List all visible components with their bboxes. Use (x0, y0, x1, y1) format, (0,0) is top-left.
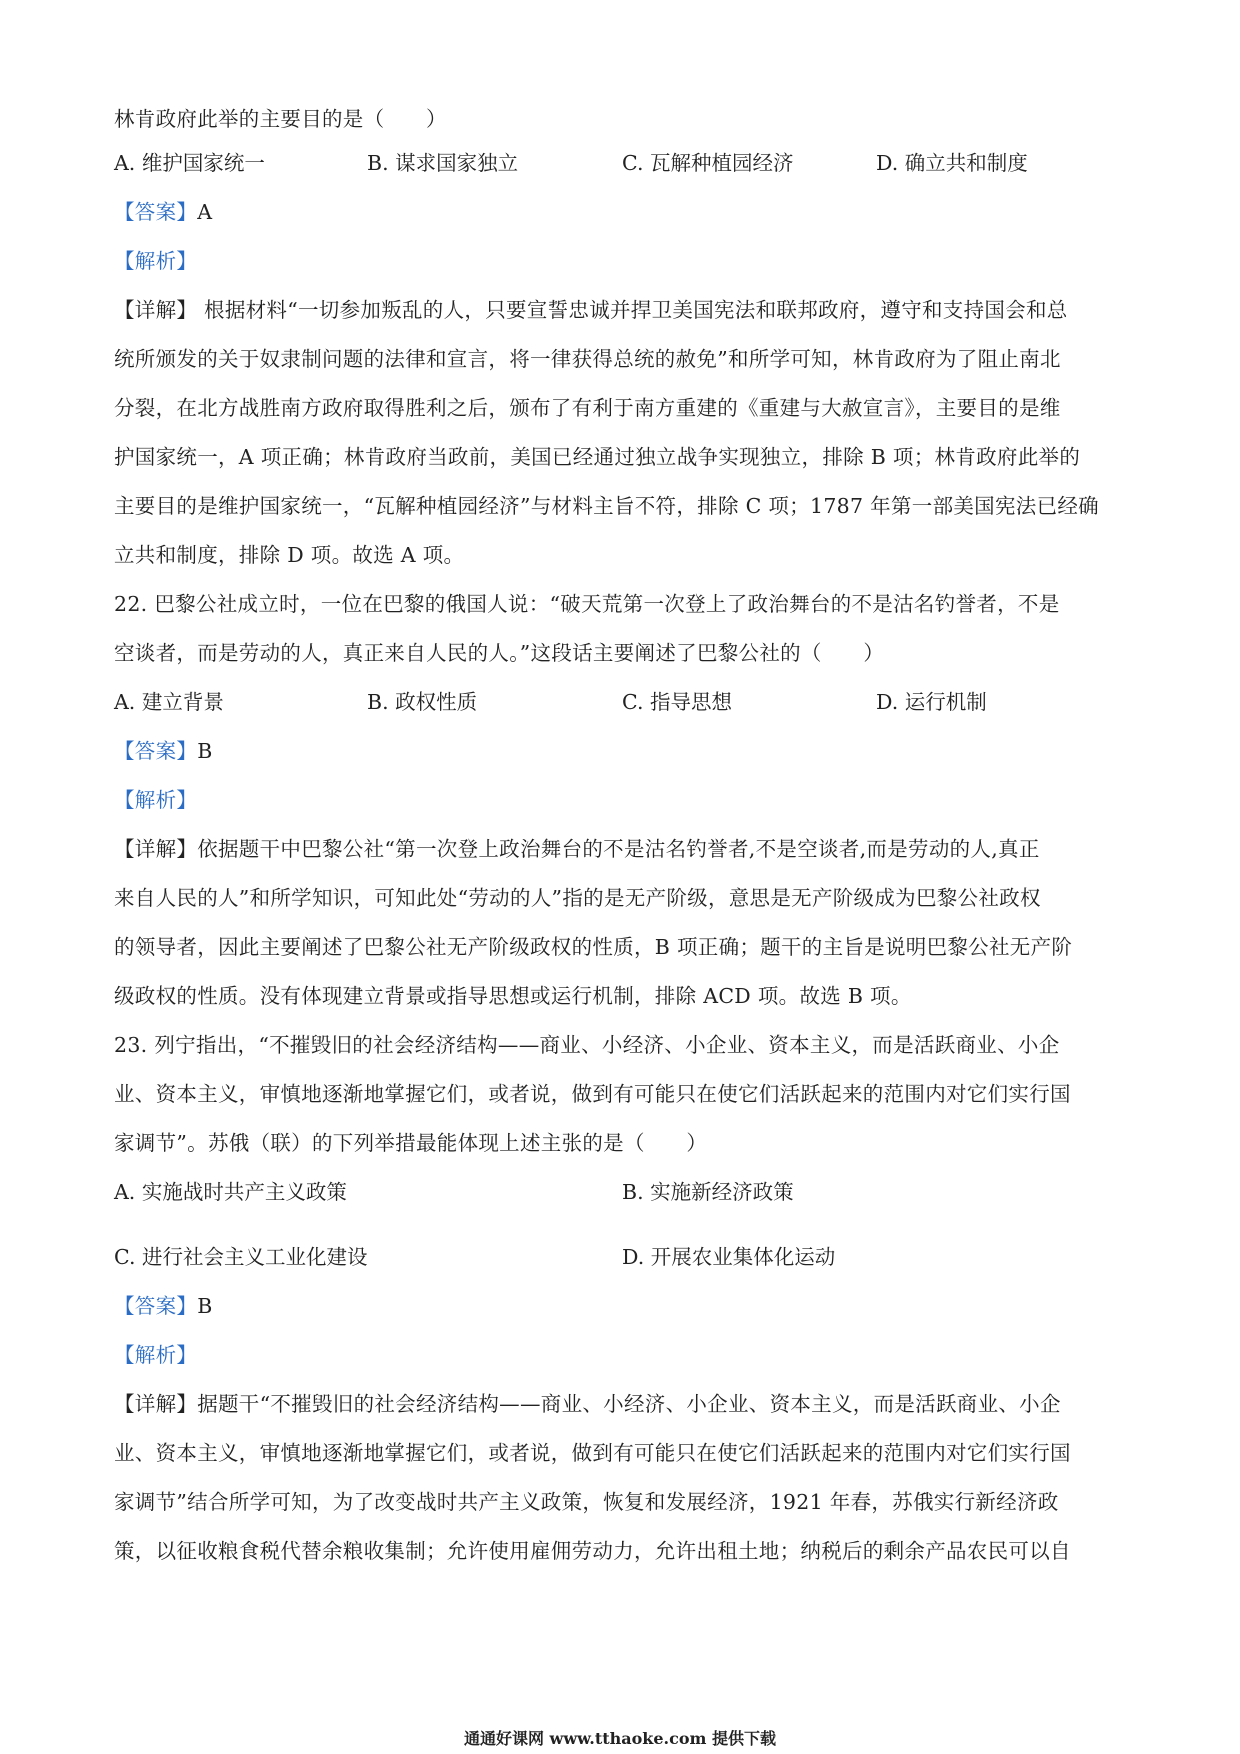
q22-stem-line-2: 空谈者，而是劳动的人，真正来自人民的人。”这段话主要阐述了巴黎公社的（ ） (114, 641, 885, 665)
answer-tag: 【答案】 (114, 739, 198, 763)
q21-detail-line-1 (114, 286, 1134, 335)
q23-detail-line-2: 业、资本主义，审慎地逐渐地掌握它们，或者说，做到有可能只在使它们活跃起来的范围内对它们实行国 (114, 1441, 1071, 1465)
detail-tag: 【详解】 (114, 837, 198, 861)
q21-answer (114, 188, 1134, 237)
q23-detail-line-1 (114, 1380, 1134, 1429)
q21-detail-line-5: 主要目的是维护国家统一，“瓦解种植园经济”与材料主旨不符，排除 C 项；1787 年第一部美国宪法已经确 (114, 494, 1099, 518)
q23-answer (114, 1282, 1134, 1331)
detail-text: 据题干“不摧毁旧的社会经济结构——商业、小经济、小企业、资本主义，而是活跃商业、小企 (197, 1392, 1061, 1416)
q22-detail-line-3: 的领导者，因此主要阐述了巴黎公社无产阶级政权的性质，B 项正确；题干的主旨是说明巴黎公社无产阶 (114, 935, 1073, 959)
q22-detail-line-2: 来自人民的人”和所学知识，可知此处“劳动的人”指的是无产阶级，意思是无产阶级成为巴黎公社政权 (114, 886, 1041, 910)
q22-detail-line-1 (114, 825, 1134, 874)
q21-stem: 林肯政府此举的主要目的是（ ） (114, 107, 447, 131)
q22-option-b: B. 政权性质 (367, 690, 478, 714)
q22-option-d: D. 运行机制 (876, 690, 987, 714)
q23-option-b: B. 实施新经济政策 (622, 1180, 794, 1204)
q22-stem-line-1: 22. 巴黎公社成立时，一位在巴黎的俄国人说：“破天荒第一次登上了政治舞台的不是沽名钓誉者，不是 (114, 592, 1060, 616)
answer-tag: 【答案】 (114, 200, 198, 224)
q23-detail-line-4: 策，以征收粮食税代替余粮收集制；允许使用雇佣劳动力，允许出租土地；纳税后的剩余产品农民可以自 (114, 1539, 1071, 1563)
q23-option-c: C. 进行社会主义工业化建设 (114, 1245, 368, 1269)
q21-option-a: A. 维护国家统一 (114, 151, 265, 175)
q23-detail-line-3: 家调节”结合所学可知，为了改变战时共产主义政策，恢复和发展经济，1921 年春，苏俄实行新经济政 (114, 1490, 1059, 1514)
answer-tag: 【答案】 (114, 1294, 198, 1318)
q22-detail-line-4: 级政权的性质。没有体现建立背景或指导思想或运行机制，排除 ACD 项。故选 B 项。 (114, 984, 912, 1008)
q23-stem-line-1: 23. 列宁指出，“不摧毁旧的社会经济结构——商业、小经济、小企业、资本主义，而是活跃商业、小企 (114, 1033, 1060, 1057)
q21-detail-line-3: 分裂，在北方战胜南方政府取得胜利之后，颁布了有利于南方重建的《重建与大赦宣言》，主要目的是维 (114, 396, 1061, 420)
q21-option-b: B. 谋求国家独立 (367, 151, 519, 175)
q21-analysis (114, 237, 1134, 286)
analysis-tag: 【解析】 (114, 1343, 198, 1367)
analysis-tag: 【解析】 (114, 249, 198, 273)
q23-analysis (114, 1331, 1134, 1380)
q22-answer (114, 727, 1134, 776)
q21-detail-line-4: 护国家统一，A 项正确；林肯政府当政前，美国已经通过独立战争实现独立，排除 B 项；林肯政府此举的 (114, 445, 1081, 469)
q23-stem-line-3: 家调节”。苏俄（联）的下列举措最能体现上述主张的是（ ） (114, 1131, 708, 1155)
q22-option-a: A. 建立背景 (114, 690, 224, 714)
q23-stem-line-2: 业、资本主义，审慎地逐渐地掌握它们，或者说，做到有可能只在使它们活跃起来的范围内对它们实行国 (114, 1082, 1071, 1106)
detail-text: 依据题干中巴黎公社“第一次登上政治舞台的不是沽名钓誉者,不是空谈者,而是劳动的人,真正 (197, 837, 1040, 861)
detail-tag: 【详解】 (114, 298, 198, 322)
q23-option-d: D. 开展农业集体化运动 (622, 1245, 836, 1269)
q21-option-c: C. 瓦解种植园经济 (622, 151, 794, 175)
answer-value: B (197, 1294, 213, 1318)
q21-option-d: D. 确立共和制度 (876, 151, 1028, 175)
q22-option-c: C. 指导思想 (622, 690, 732, 714)
detail-text: 根据材料“一切参加叛乱的人，只要宣誓忠诚并捍卫美国宪法和联邦政府，遵守和支持国会和总 (204, 298, 1068, 322)
q23-option-a: A. 实施战时共产主义政策 (114, 1180, 347, 1204)
q22-analysis (114, 776, 1134, 825)
answer-value: A (197, 200, 213, 224)
q21-detail-line-6: 立共和制度，排除 D 项。故选 A 项。 (114, 543, 465, 567)
answer-value: B (197, 739, 213, 763)
page-footer: 通通好课网 www.tthaoke.com 提供下载 (463, 1729, 777, 1748)
detail-tag: 【详解】 (114, 1392, 198, 1416)
q21-detail-line-2: 统所颁发的关于奴隶制问题的法律和宣言，将一律获得总统的赦免”和所学可知，林肯政府为了阻止南北 (114, 347, 1061, 371)
analysis-tag: 【解析】 (114, 788, 198, 812)
